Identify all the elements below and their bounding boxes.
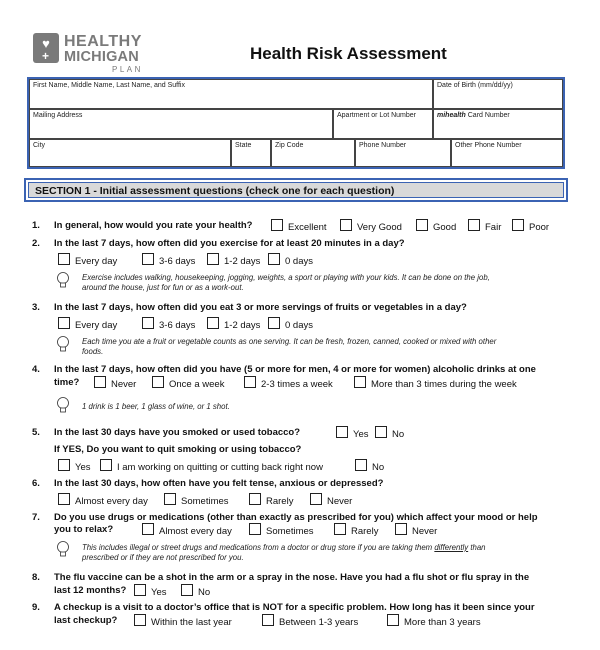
q7-note-line2: prescribed or if they are not prescribed for you.: [82, 553, 244, 562]
question-3-text: In the last 7 days, how often did you eat 3 or more servings of fruits or vegetables in a day?: [54, 302, 467, 313]
q2-option-0-days[interactable]: 0 days: [268, 253, 313, 267]
checkbox[interactable]: [271, 219, 283, 231]
question-8-text-line2: last 12 months?: [54, 585, 127, 596]
q8-option-yes[interactable]: Yes: [134, 584, 167, 598]
checkbox[interactable]: [387, 614, 399, 626]
logo-text-plan: PLAN: [112, 65, 143, 74]
checkbox[interactable]: [207, 317, 219, 329]
question-9-text-line1: A checkup is a visit to a doctor’s office that is NOT for a specific problem. How long has it been since your: [54, 602, 535, 613]
q2-option-every-day[interactable]: Every day: [58, 253, 117, 267]
checkbox[interactable]: [58, 317, 70, 329]
q7-option-never[interactable]: Never: [395, 523, 437, 537]
q6-option-never[interactable]: Never: [310, 493, 352, 507]
q2-option-3-6-days[interactable]: 3-6 days: [142, 253, 195, 267]
checkbox[interactable]: [340, 219, 352, 231]
checkbox[interactable]: [416, 219, 428, 231]
question-number: 7.: [32, 512, 40, 523]
checkbox[interactable]: [152, 376, 164, 388]
member-info-table: [27, 77, 565, 169]
q3-option-1-2-days[interactable]: 1-2 days: [207, 317, 260, 331]
q3-note-line1: Each time you ate a fruit or vegetable counts as one serving. It can be fresh, frozen, canned, cooked or mixed with other: [82, 337, 497, 346]
logo-text-michigan: MICHIGAN: [64, 49, 139, 65]
q3-option-every-day[interactable]: Every day: [58, 317, 117, 331]
question-4-text-line1: In the last 7 days, how often did you have (5 or more for men, 4 or more for women) alcoholic drinks at one: [54, 364, 536, 375]
q3-note-line2: foods.: [82, 347, 104, 356]
checkbox[interactable]: [375, 426, 387, 438]
checkbox[interactable]: [181, 584, 193, 596]
checkbox[interactable]: [512, 219, 524, 231]
question-number: 2.: [32, 238, 40, 249]
question-number: 5.: [32, 427, 40, 438]
checkbox[interactable]: [244, 376, 256, 388]
question-number: 9.: [32, 602, 40, 613]
q3-option-0-days[interactable]: 0 days: [268, 317, 313, 331]
checkbox[interactable]: [355, 459, 367, 471]
q2-option-1-2-days[interactable]: 1-2 days: [207, 253, 260, 267]
q8-option-no[interactable]: No: [181, 584, 210, 598]
checkbox[interactable]: [164, 493, 176, 505]
question-number: 3.: [32, 302, 40, 313]
checkbox[interactable]: [268, 317, 280, 329]
question-number: 4.: [32, 364, 40, 375]
mailing-address-field[interactable]: Mailing Address: [29, 109, 333, 139]
q5-sub-option-working-on-quitting[interactable]: I am working on quitting or cutting back right now: [100, 459, 323, 473]
phone-field[interactable]: Phone Number: [355, 139, 451, 167]
zip-field[interactable]: Zip Code: [271, 139, 355, 167]
q6-option-almost-every-day[interactable]: Almost every day: [58, 493, 148, 507]
checkbox[interactable]: [134, 614, 146, 626]
lightbulb-tip-icon: [56, 397, 70, 414]
q7-option-sometimes[interactable]: Sometimes: [249, 523, 314, 537]
section-1-title: SECTION 1 - Initial assessment questions (check one for each question): [28, 182, 564, 198]
q9-option-1-3-years[interactable]: Between 1-3 years: [262, 614, 358, 628]
checkbox[interactable]: [268, 253, 280, 265]
checkbox[interactable]: [58, 253, 70, 265]
q4-option-never[interactable]: Never: [94, 376, 136, 390]
q1-option-poor[interactable]: Poor: [512, 219, 549, 233]
q4-option-once-a-week[interactable]: Once a week: [152, 376, 224, 390]
question-7-text-line2: you to relax?: [54, 524, 114, 535]
checkbox[interactable]: [249, 523, 261, 535]
question-6-text: In the last 30 days, how often have you felt tense, anxious or depressed?: [54, 478, 384, 489]
logo-icon: ♥ +: [33, 33, 59, 63]
checkbox[interactable]: [142, 523, 154, 535]
q4-note: 1 drink is 1 beer, 1 glass of wine, or 1 shot.: [82, 402, 230, 411]
q7-option-almost-every-day[interactable]: Almost every day: [142, 523, 232, 537]
lightbulb-tip-icon: [56, 272, 70, 289]
q1-option-very-good[interactable]: Very Good: [340, 219, 402, 233]
checkbox[interactable]: [134, 584, 146, 596]
q5-option-no[interactable]: No: [375, 426, 404, 440]
question-9-text-line2: last checkup?: [54, 615, 118, 626]
question-7-text-line1: Do you use drugs or medications (other than exactly as prescribed for you) which affect your mood or help: [54, 512, 538, 523]
page-title: Health Risk Assessment: [250, 44, 447, 63]
lightbulb-tip-icon: [56, 541, 70, 558]
q9-option-within-last-year[interactable]: Within the last year: [134, 614, 232, 628]
checkbox[interactable]: [468, 219, 480, 231]
question-number: 1.: [32, 220, 40, 231]
question-1-text: In general, how would you rate your health?: [54, 220, 253, 231]
q7-option-rarely[interactable]: Rarely: [334, 523, 378, 537]
question-8-text-line1: The flu vaccine can be a shot in the arm or a spray in the nose. Have you had a flu shot or flu spray in the: [54, 572, 530, 583]
other-phone-field[interactable]: Other Phone Number: [451, 139, 563, 167]
q5-option-yes[interactable]: Yes: [336, 426, 369, 440]
q4-option-more-than-3[interactable]: More than 3 times during the week: [354, 376, 517, 390]
checkbox[interactable]: [58, 493, 70, 505]
checkbox[interactable]: [395, 523, 407, 535]
checkbox[interactable]: [207, 253, 219, 265]
checkbox[interactable]: [142, 317, 154, 329]
checkbox[interactable]: [334, 523, 346, 535]
card-number-field[interactable]: mihealth Card Number: [433, 109, 563, 139]
q5-sub-option-no[interactable]: No: [355, 459, 384, 473]
checkbox[interactable]: [142, 253, 154, 265]
q1-option-good[interactable]: Good: [416, 219, 456, 233]
logo-text-healthy: HEALTHY: [64, 33, 142, 50]
state-field[interactable]: State: [231, 139, 271, 167]
q2-note-line2: around the house, just for fun or as a work-out.: [82, 283, 244, 292]
checkbox[interactable]: [94, 376, 106, 388]
question-2-text: In the last 7 days, how often did you exercise for at least 20 minutes in a day?: [54, 238, 405, 249]
question-5-subquestion: If YES, Do you want to quit smoking or using tobacco?: [54, 444, 302, 455]
q2-note-line1: Exercise includes walking, housekeeping, jogging, weights, a sport or playing with your kids. It can be done on the job,: [82, 273, 490, 282]
question-number: 6.: [32, 478, 40, 489]
q7-note-line1: This includes illegal or street drugs and medications from a doctor or drug store if you are taking them differently than: [82, 543, 486, 552]
checkbox[interactable]: [249, 493, 261, 505]
checkbox[interactable]: [310, 493, 322, 505]
question-number: 8.: [32, 572, 40, 583]
checkbox[interactable]: [100, 459, 112, 471]
apartment-field[interactable]: Apartment or Lot Number: [333, 109, 433, 139]
section-1-header: [24, 178, 568, 202]
checkbox[interactable]: [58, 459, 70, 471]
q5-sub-option-yes[interactable]: Yes: [58, 459, 91, 473]
q1-option-excellent[interactable]: Excellent: [271, 219, 327, 233]
lightbulb-tip-icon: [56, 336, 70, 353]
question-5-text: In the last 30 days have you smoked or used tobacco?: [54, 427, 301, 438]
checkbox[interactable]: [336, 426, 348, 438]
q6-option-sometimes[interactable]: Sometimes: [164, 493, 229, 507]
checkbox[interactable]: [262, 614, 274, 626]
dob-field[interactable]: Date of Birth (mm/dd/yy): [433, 79, 563, 109]
city-field[interactable]: City: [29, 139, 231, 167]
name-field[interactable]: First Name, Middle Name, Last Name, and Suffix: [29, 79, 433, 109]
question-4-text-line2: time?: [54, 377, 80, 388]
q3-option-3-6-days[interactable]: 3-6 days: [142, 317, 195, 331]
checkbox[interactable]: [354, 376, 366, 388]
q9-option-more-than-3-years[interactable]: More than 3 years: [387, 614, 481, 628]
q6-option-rarely[interactable]: Rarely: [249, 493, 293, 507]
q1-option-fair[interactable]: Fair: [468, 219, 501, 233]
q4-option-2-3-times[interactable]: 2-3 times a week: [244, 376, 333, 390]
